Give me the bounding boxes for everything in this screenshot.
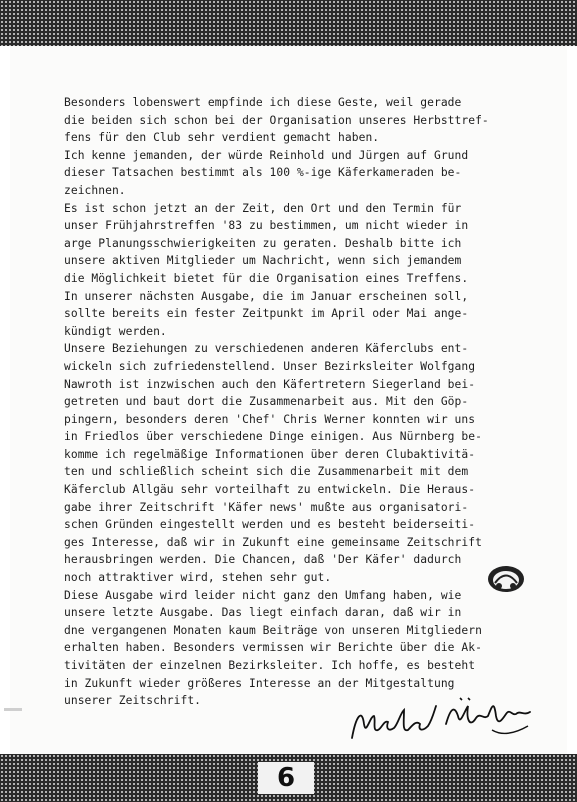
edge-mark bbox=[4, 708, 22, 711]
page-number: 6 bbox=[258, 762, 314, 794]
paragraph-3: Es ist schon jetzt an der Zeit, den Ort und den Termin für unser Frühjahrstreffen '83 zu bestimmen, um nicht wieder in arge Planungsschwierigkeiten zu geraten. Deshalb bitte ich unsere aktiven Mitglieder um Nachricht, wenn sich jemandem die Möglichkeit bietet für die Organisation eines Treffens. In unserer nächsten Ausgabe, die im Januar erscheinen soll, sollte bereits ein fester Zeitpunkt im April oder Mai ange- kündigt werden. bbox=[64, 201, 469, 338]
vw-beetle-icon bbox=[486, 564, 526, 594]
paragraph-5: Diese Ausgabe wird leider nicht ganz den Umfang haben, wie unsere letzte Ausgabe. Das liegt einfach daran, daß wir in dne vergangenen Monaten kaum Beiträge von unseren Mitgliedern erhalten haben. Besonders vermissen wir Berichte über die Ak- tivitäten der einzelnen Bezirksleiter. Ich hoffe, es besteht in Zukunft wieder größeres Interesse an der Mitgestaltung unserer Zeitschrift. bbox=[64, 588, 482, 708]
top-halftone-band bbox=[0, 0, 577, 46]
handwritten-signature bbox=[342, 686, 538, 746]
letter-body bbox=[64, 94, 534, 710]
paragraph-4: Unsere Beziehungen zu verschiedenen anderen Käferclubs ent- wickeln sich zufriedenstellend. Unser Bezirksleiter Wolfgang Nawroth ist inzwischen auch den Käfertretern Siegerland bei- getreten und baut dort die Zusammenarbeit aus. Mit den Göp- pingern, besonders deren 'Chef' Chris Werner konnten wir uns in Friedlos über verschiedene Dinge einigen. Aus Nürnberg be- komme ich regelmäßige Informationen über deren Clubaktivitä- ten und schließlich scheint sich die Zusammenarbeit mit dem Käferclub Allgäu sehr vorteilhaft zu entwickeln. Die Heraus- gabe ihrer Zeitschrift 'Käfer news' mußte aus organisatori- schen Gründen eingestellt werden und es besteht beiderseiti- ges Interesse, daß wir in Zukunft eine gemeinsame Zeitschrift herausbringen werden. Die Chancen, daß 'Der Käfer' dadurch noch attraktiver wird, stehen sehr gut. bbox=[64, 342, 482, 585]
paragraph-2: Ich kenne jemanden, der würde Reinhold und Jürgen auf Grund dieser Tatsachen bestimmt als 100 %-ige Käferkameraden be- zeichnen. bbox=[64, 148, 469, 197]
paragraph-1: Besonders lobenswert empfinde ich diese Geste, weil gerade die beiden sich schon bei der Organisation unseres Herbsttref- fens für den Club sehr verdient gemacht haben. bbox=[64, 96, 489, 145]
